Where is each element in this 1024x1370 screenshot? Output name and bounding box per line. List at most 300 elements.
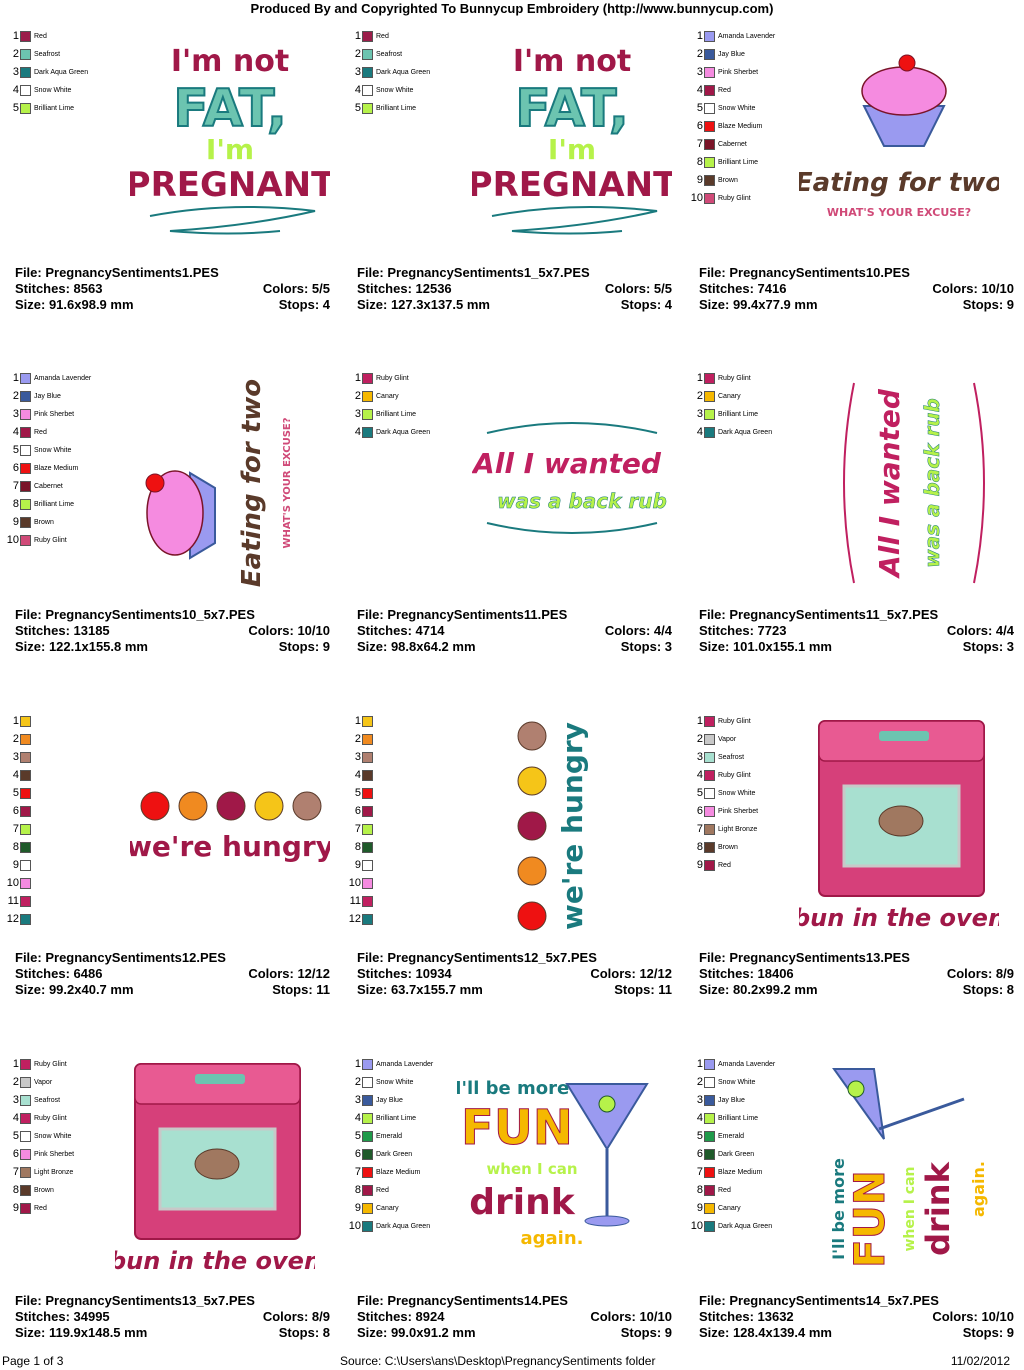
design-card[interactable] (354, 369, 692, 699)
color-number: 3 (696, 1094, 703, 1106)
palette-row (347, 802, 487, 820)
color-number: 8 (354, 1184, 361, 1196)
color-swatch (704, 1149, 715, 1160)
palette-row (5, 369, 145, 387)
color-name: Dark Aqua Green (376, 68, 431, 76)
design-info (699, 1293, 1014, 1341)
color-swatch (362, 1221, 373, 1232)
color-number: 2 (354, 48, 361, 60)
color-name: Pink Sherbet (34, 1150, 75, 1158)
palette-row (347, 856, 487, 874)
art-text-line2: WHAT'S YOUR EXCUSE? (282, 417, 293, 549)
palette-row (347, 748, 487, 766)
color-swatch (704, 1185, 715, 1196)
color-swatch (704, 752, 715, 763)
palette-row (5, 81, 145, 99)
color-swatch (20, 517, 31, 528)
color-name: Dark Aqua Green (718, 428, 773, 436)
color-swatch (362, 752, 373, 763)
stitch-count: Stitches: 8924 (357, 1309, 445, 1324)
art-text-line1: I'm not (170, 44, 290, 79)
design-size: Size: 128.4x139.4 mm (699, 1325, 832, 1340)
color-number: 2 (354, 390, 361, 402)
color-number: 5 (696, 102, 703, 114)
cupcake-icon (293, 792, 321, 820)
olive-icon (848, 1081, 864, 1097)
design-preview (130, 31, 330, 256)
color-number: 1 (354, 715, 361, 727)
color-count: Colors: 12/12 (248, 966, 330, 981)
color-swatch (362, 1059, 373, 1070)
art-text-line1: Eating for two (799, 168, 999, 198)
color-number: 12 (348, 913, 361, 925)
design-size: Size: 99.0x91.2 mm (357, 1325, 476, 1340)
color-name: Emerald (376, 1132, 403, 1140)
color-number: 2 (12, 733, 19, 745)
file-name: File: PregnancySentiments11.PES (357, 607, 568, 622)
palette-row (689, 1127, 829, 1145)
color-number: 8 (354, 841, 361, 853)
design-artwork (130, 373, 330, 593)
color-number: 10 (6, 877, 19, 889)
color-swatch (362, 896, 373, 907)
color-name: Vapor (718, 735, 737, 743)
color-name: Blaze Medium (34, 464, 79, 472)
color-number: 4 (12, 84, 19, 96)
design-card[interactable] (348, 1055, 692, 1370)
art-text-line4: PREGNANT (472, 165, 672, 205)
color-name: Amanda Lavender (376, 1060, 434, 1068)
color-swatch (704, 391, 715, 402)
color-number: 7 (12, 823, 19, 835)
color-swatch (20, 770, 31, 781)
cherries-icon (217, 792, 245, 820)
color-name: Cabernet (34, 482, 63, 490)
flower-cookie-icon (518, 857, 546, 885)
color-number: 8 (696, 156, 703, 168)
palette-row (347, 820, 487, 838)
palette-row (5, 712, 145, 730)
design-artwork (115, 1059, 315, 1279)
palette-row (347, 838, 487, 856)
art-text-line3: when I can (486, 1160, 578, 1178)
color-swatch (362, 806, 373, 817)
color-number: 4 (354, 769, 361, 781)
color-number: 4 (696, 426, 703, 438)
stop-count: Stops: 9 (962, 297, 1014, 312)
color-number: 1 (696, 1058, 703, 1070)
design-size: Size: 98.8x64.2 mm (357, 639, 476, 654)
color-name: Ruby Glint (718, 771, 751, 779)
design-card[interactable] (6, 369, 350, 699)
design-preview (115, 1059, 315, 1284)
color-name: Ruby Glint (34, 1114, 67, 1122)
swirl-decoration (492, 207, 657, 234)
stitch-count: Stitches: 13185 (15, 623, 110, 638)
color-count: Colors: 8/9 (946, 966, 1014, 981)
color-swatch (704, 806, 715, 817)
palette-row (347, 784, 487, 802)
color-name: Brilliant Lime (376, 1114, 417, 1122)
stitch-count: Stitches: 6486 (15, 966, 103, 981)
color-palette (5, 712, 145, 928)
color-number: 2 (12, 390, 19, 402)
design-size: Size: 119.9x148.5 mm (15, 1325, 148, 1340)
color-swatch (704, 31, 715, 42)
color-number: 1 (354, 30, 361, 42)
design-artwork (814, 373, 1014, 593)
color-number: 4 (12, 769, 19, 781)
color-swatch (20, 1131, 31, 1142)
palette-row (689, 405, 829, 423)
color-name: Canary (718, 392, 741, 400)
color-name: Ruby Glint (34, 536, 67, 544)
palette-row (5, 63, 145, 81)
palette-row (689, 1091, 829, 1109)
color-name: Light Bronze (34, 1168, 74, 1176)
art-text-line2: WHAT'S YOUR EXCUSE? (826, 206, 972, 219)
design-preview (472, 31, 672, 256)
palette-row (347, 405, 487, 423)
palette-row (5, 802, 145, 820)
color-palette (689, 1055, 829, 1235)
stitch-count: Stitches: 7723 (699, 623, 787, 638)
color-number: 5 (12, 102, 19, 114)
cookie-icon (255, 792, 283, 820)
color-swatch (362, 878, 373, 889)
color-swatch (362, 1167, 373, 1178)
color-name: Snow White (718, 1078, 756, 1086)
color-name: Dark Aqua Green (34, 68, 89, 76)
color-name: Red (718, 86, 731, 94)
art-text-line2: FAT, (515, 79, 629, 139)
color-name: Brown (34, 518, 54, 526)
color-name: Seafrost (376, 50, 403, 58)
color-swatch (20, 1203, 31, 1214)
color-name: Red (376, 1186, 389, 1194)
color-name: Brilliant Lime (718, 1114, 759, 1122)
color-count: Colors: 5/5 (262, 281, 330, 296)
stitch-count: Stitches: 10934 (357, 966, 452, 981)
art-text-line2: FUN (461, 1100, 573, 1156)
art-text-line1: I'll be more (829, 1158, 848, 1260)
color-swatch (20, 1077, 31, 1088)
color-swatch (362, 770, 373, 781)
color-name: Amanda Lavender (34, 374, 92, 382)
color-number: 7 (354, 1166, 361, 1178)
design-info (357, 1293, 672, 1341)
color-palette (347, 27, 487, 117)
color-count: Colors: 12/12 (590, 966, 672, 981)
palette-row (5, 748, 145, 766)
flower-cookie-icon (179, 792, 207, 820)
page-header: Produced By and Copyrighted To Bunnycup Embroidery (http://www.bunnycup.com) (250, 1, 774, 16)
color-number: 3 (696, 66, 703, 78)
color-swatch (362, 1077, 373, 1088)
color-number: 11 (349, 895, 361, 907)
olive-icon (599, 1096, 615, 1112)
design-card[interactable] (696, 369, 1024, 699)
color-swatch (20, 914, 31, 925)
design-artwork (799, 31, 999, 251)
color-swatch (704, 1113, 715, 1124)
design-info (15, 265, 330, 313)
design-info (357, 265, 672, 313)
color-number: 1 (696, 715, 703, 727)
color-number: 3 (354, 66, 361, 78)
color-name: Snow White (718, 789, 756, 797)
art-text-line1: All I wanted (473, 447, 661, 480)
design-artwork (472, 373, 672, 593)
color-number: 5 (12, 787, 19, 799)
stop-count: Stops: 3 (620, 639, 672, 654)
art-text-line1: I'll be more (457, 1078, 570, 1099)
color-name: Amanda Lavender (718, 32, 776, 40)
color-number: 6 (12, 805, 19, 817)
palette-row (347, 27, 487, 45)
color-swatch (704, 1095, 715, 1106)
color-swatch (704, 1167, 715, 1178)
design-preview (814, 1059, 1014, 1284)
color-number: 5 (354, 1130, 361, 1142)
color-swatch (704, 1131, 715, 1142)
color-swatch (20, 445, 31, 456)
palette-row (689, 1055, 829, 1073)
color-palette (689, 369, 829, 441)
color-number: 10 (6, 534, 19, 546)
color-swatch (20, 1095, 31, 1106)
color-number: 10 (690, 192, 703, 204)
art-text-line4: PREGNANT (130, 165, 330, 205)
cherry-icon (146, 474, 164, 492)
color-swatch (704, 175, 715, 186)
color-swatch (362, 1131, 373, 1142)
color-name: Seafrost (718, 753, 745, 761)
art-text-line4: drink (919, 1162, 957, 1256)
color-number: 9 (12, 1202, 19, 1214)
palette-row (5, 477, 145, 495)
palette-row (5, 784, 145, 802)
palette-row (5, 531, 145, 549)
palette-row (347, 730, 487, 748)
stop-count: Stops: 11 (614, 982, 672, 997)
palette-row (5, 495, 145, 513)
color-swatch (20, 1185, 31, 1196)
design-card[interactable] (6, 712, 350, 1042)
color-swatch (362, 1203, 373, 1214)
art-text-line2: was a back rub (920, 398, 944, 568)
design-info (699, 607, 1014, 655)
color-number: 4 (354, 426, 361, 438)
color-number: 9 (354, 1202, 361, 1214)
stitch-count: Stitches: 18406 (699, 966, 794, 981)
cookie-icon (518, 767, 546, 795)
color-swatch (704, 139, 715, 150)
color-number: 6 (12, 1148, 19, 1160)
color-swatch (362, 49, 373, 60)
palette-row (689, 1199, 829, 1217)
stop-count: Stops: 3 (962, 639, 1014, 654)
design-card[interactable] (348, 712, 692, 1042)
file-name: File: PregnancySentiments14_5x7.PES (699, 1293, 939, 1308)
palette-row (5, 45, 145, 63)
palette-row (347, 910, 487, 928)
color-number: 5 (354, 787, 361, 799)
color-swatch (362, 860, 373, 871)
color-name: Brown (718, 176, 738, 184)
color-swatch (20, 499, 31, 510)
color-number: 4 (696, 1112, 703, 1124)
color-swatch (362, 427, 373, 438)
design-artwork (472, 31, 672, 251)
color-count: Colors: 5/5 (604, 281, 672, 296)
color-number: 10 (348, 1220, 361, 1232)
design-card[interactable] (12, 1055, 350, 1370)
stop-count: Stops: 9 (962, 1325, 1014, 1340)
design-card[interactable] (690, 1055, 1024, 1370)
art-text-line1: bun in the oven (115, 1247, 315, 1275)
design-preview (799, 716, 999, 941)
file-name: File: PregnancySentiments14.PES (357, 1293, 568, 1308)
file-name: File: PregnancySentiments10_5x7.PES (15, 607, 255, 622)
color-name: Brilliant Lime (34, 500, 75, 508)
color-swatch (704, 409, 715, 420)
color-swatch (20, 409, 31, 420)
color-name: Dark Green (376, 1150, 413, 1158)
color-number: 5 (12, 1130, 19, 1142)
color-number: 9 (12, 859, 19, 871)
color-name: Red (34, 32, 47, 40)
color-count: Colors: 4/4 (946, 623, 1014, 638)
color-name: Snow White (34, 86, 72, 94)
design-size: Size: 127.3x137.5 mm (357, 297, 490, 312)
color-name: Jay Blue (718, 1096, 745, 1104)
oven-handle (195, 1074, 245, 1084)
design-preview (130, 716, 330, 941)
art-text-line1: we're hungry (130, 830, 330, 863)
color-name: Ruby Glint (718, 717, 751, 725)
color-number: 8 (696, 1184, 703, 1196)
design-card[interactable] (12, 27, 350, 357)
color-count: Colors: 10/10 (932, 1309, 1014, 1324)
color-number: 8 (12, 1184, 19, 1196)
color-number: 1 (12, 1058, 19, 1070)
palette-row (347, 63, 487, 81)
palette-row (347, 81, 487, 99)
color-number: 7 (12, 1166, 19, 1178)
stop-count: Stops: 4 (620, 297, 672, 312)
palette-row (5, 856, 145, 874)
color-swatch (704, 788, 715, 799)
stop-count: Stops: 4 (278, 297, 330, 312)
design-card[interactable] (696, 712, 1024, 1042)
cherry-icon (899, 55, 915, 71)
cupcake-frosting-icon (862, 67, 946, 115)
color-swatch (20, 31, 31, 42)
palette-row (5, 874, 145, 892)
file-name: File: PregnancySentiments12.PES (15, 950, 226, 965)
color-swatch (362, 1113, 373, 1124)
design-artwork (472, 716, 672, 936)
color-swatch (20, 49, 31, 60)
color-name: Brown (718, 843, 738, 851)
color-count: Colors: 10/10 (932, 281, 1014, 296)
color-name: Amanda Lavender (718, 1060, 776, 1068)
muffin-icon (195, 1149, 239, 1179)
color-name: Seafrost (34, 1096, 61, 1104)
file-name: File: PregnancySentiments11_5x7.PES (699, 607, 939, 622)
color-number: 1 (696, 30, 703, 42)
stitch-count: Stitches: 4714 (357, 623, 445, 638)
color-number: 5 (696, 1130, 703, 1142)
color-swatch (20, 896, 31, 907)
design-card[interactable] (690, 27, 1024, 357)
color-swatch (362, 824, 373, 835)
color-number: 12 (6, 913, 19, 925)
color-name: Blaze Medium (376, 1168, 421, 1176)
color-number: 2 (696, 733, 703, 745)
design-size: Size: 80.2x99.2 mm (699, 982, 818, 997)
color-swatch (20, 788, 31, 799)
design-card[interactable] (354, 27, 692, 357)
design-size: Size: 63.7x155.7 mm (357, 982, 483, 997)
color-name: Ruby Glint (376, 374, 409, 382)
art-text-line3: I'm (547, 133, 597, 166)
color-number: 4 (696, 84, 703, 96)
color-number: 7 (696, 1166, 703, 1178)
palette-row (347, 423, 487, 441)
footer-source: Source: C:\Users\ans\Desktop\PregnancySentiments folder (340, 1354, 656, 1368)
palette-row (5, 405, 145, 423)
palette-row (689, 1073, 829, 1091)
design-info (357, 607, 672, 655)
color-swatch (704, 193, 715, 204)
color-name: Dark Aqua Green (718, 1222, 773, 1230)
color-number: 6 (696, 120, 703, 132)
color-swatch (362, 788, 373, 799)
palette-row (689, 1163, 829, 1181)
color-swatch (704, 716, 715, 727)
color-swatch (362, 1185, 373, 1196)
color-name: Light Bronze (718, 825, 758, 833)
color-number: 7 (696, 823, 703, 835)
color-name: Pink Sherbet (718, 807, 759, 815)
color-number: 4 (696, 769, 703, 781)
color-number: 6 (354, 1148, 361, 1160)
color-swatch (704, 1059, 715, 1070)
color-swatch (20, 67, 31, 78)
color-name: Brilliant Lime (376, 410, 417, 418)
color-swatch (704, 85, 715, 96)
swirl-decoration (150, 207, 315, 234)
martini-glass-icon (567, 1084, 647, 1149)
color-name: Ruby Glint (34, 1060, 67, 1068)
color-name: Dark Aqua Green (376, 428, 431, 436)
color-swatch (704, 67, 715, 78)
stop-count: Stops: 11 (272, 982, 330, 997)
color-palette (347, 369, 487, 441)
color-name: Red (376, 32, 389, 40)
color-number: 1 (12, 715, 19, 727)
color-swatch (20, 716, 31, 727)
color-number: 4 (354, 1112, 361, 1124)
color-name: Blaze Medium (718, 122, 763, 130)
palette-row (347, 712, 487, 730)
color-name: Dark Green (718, 1150, 755, 1158)
design-artwork (814, 1059, 1014, 1279)
stitch-count: Stitches: 34995 (15, 1309, 110, 1324)
color-number: 7 (696, 138, 703, 150)
